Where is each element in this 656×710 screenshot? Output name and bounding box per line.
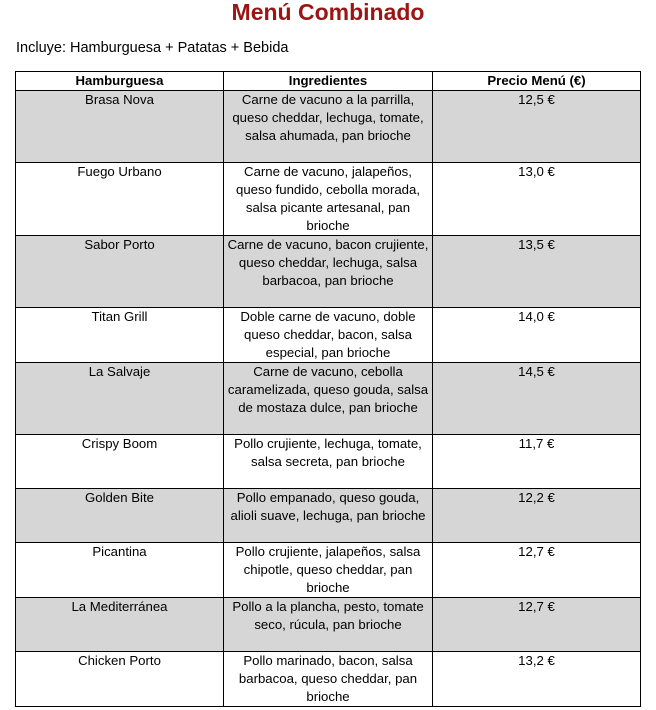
- burger-name: Sabor Porto: [16, 236, 224, 308]
- burger-price: 13,2 €: [433, 652, 641, 707]
- burger-ingredients: Pollo crujiente, lechuga, tomate, salsa secreta, pan brioche: [224, 435, 433, 489]
- burger-name: Brasa Nova: [16, 91, 224, 163]
- table-header-row: [16, 72, 641, 91]
- burger-price: 11,7 €: [433, 435, 641, 489]
- header-ingredientes: Ingredientes: [224, 72, 433, 91]
- table-row: [16, 363, 641, 435]
- table-row: [16, 308, 641, 363]
- table-row: [16, 163, 641, 236]
- menu-subtitle: Incluye: Hamburguesa + Patatas + Bebida: [16, 40, 289, 56]
- burger-name: Chicken Porto: [16, 652, 224, 707]
- burger-name: Picantina: [16, 543, 224, 598]
- burger-name: Golden Bite: [16, 489, 224, 543]
- burger-ingredients: Pollo crujiente, jalapeños, salsa chipotle, queso cheddar, pan brioche: [224, 543, 433, 598]
- table-row: [16, 652, 641, 707]
- burger-price: 13,5 €: [433, 236, 641, 308]
- burger-price: 14,5 €: [433, 363, 641, 435]
- table-row: [16, 91, 641, 163]
- burger-ingredients: Pollo marinado, bacon, salsa barbacoa, queso cheddar, pan brioche: [224, 652, 433, 707]
- burger-name: La Mediterránea: [16, 598, 224, 652]
- burger-price: 13,0 €: [433, 163, 641, 236]
- table-row: [16, 598, 641, 652]
- burger-name: Titan Grill: [16, 308, 224, 363]
- burger-price: 12,2 €: [433, 489, 641, 543]
- burger-name: La Salvaje: [16, 363, 224, 435]
- burger-ingredients: Doble carne de vacuno, doble queso cheddar, bacon, salsa especial, pan brioche: [224, 308, 433, 363]
- burger-name: Fuego Urbano: [16, 163, 224, 236]
- table-row: [16, 489, 641, 543]
- burger-price: 12,7 €: [433, 598, 641, 652]
- burger-ingredients: Carne de vacuno, bacon crujiente, queso cheddar, lechuga, salsa barbacoa, pan brioche: [224, 236, 433, 308]
- burger-ingredients: Pollo empanado, queso gouda, alioli suave, lechuga, pan brioche: [224, 489, 433, 543]
- burger-price: 12,7 €: [433, 543, 641, 598]
- burger-ingredients: Carne de vacuno, jalapeños, queso fundido, cebolla morada, salsa picante artesanal, pan brioche: [224, 163, 433, 236]
- table-row: [16, 543, 641, 598]
- burger-ingredients: Carne de vacuno a la parrilla, queso cheddar, lechuga, tomate, salsa ahumada, pan brioche: [224, 91, 433, 163]
- table-row: [16, 435, 641, 489]
- burger-ingredients: Pollo a la plancha, pesto, tomate seco, rúcula, pan brioche: [224, 598, 433, 652]
- page-title: Menú Combinado: [231, 0, 425, 25]
- header-hamburguesa: Hamburguesa: [16, 72, 224, 91]
- table-row: [16, 236, 641, 308]
- burger-price: 12,5 €: [433, 91, 641, 163]
- header-precio: Precio Menú (€): [433, 72, 641, 91]
- burger-name: Crispy Boom: [16, 435, 224, 489]
- burger-price: 14,0 €: [433, 308, 641, 363]
- menu-table: [15, 71, 641, 707]
- burger-ingredients: Carne de vacuno, cebolla caramelizada, queso gouda, salsa de mostaza dulce, pan brioche: [224, 363, 433, 435]
